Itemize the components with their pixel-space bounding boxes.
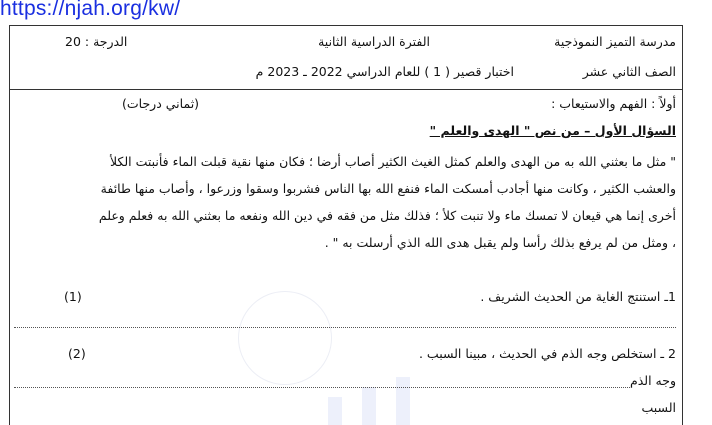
watermark-bar <box>328 397 342 425</box>
answer-line-2[interactable] <box>14 386 632 388</box>
class-label: الصف الثاني عشر <box>582 64 676 79</box>
section-marks: (ثماني درجات) <box>122 96 200 111</box>
watermark-bar <box>396 377 410 425</box>
total-grade: الدرجة : 20 <box>65 34 128 49</box>
passage-line: أخرى إنما هي قيعان لا تمسك ماء ولا تنبت كلأ ؛ فذلك مثل من فقه في دين الله ونفعه ما بعثني الله به فعلم وعلم <box>98 208 676 223</box>
term-label: الفترة الدراسية الثانية <box>318 34 430 49</box>
school-name: مدرسة التميز النموذجية <box>554 34 676 49</box>
answer-prefix: وجه الذم <box>629 373 676 388</box>
item-score-2: (2) <box>68 346 86 361</box>
cut-off-line: السبب <box>641 400 676 415</box>
item-score-1: (1) <box>64 289 82 304</box>
passage-line: " مثل ما بعثني الله به من الهدى والعلم كمثل الغيث الكثير أصاب أرضا ؛ فكان منها نقية قبلت الماء فأنبتت الكلأ <box>109 154 676 169</box>
watermark-bar <box>362 387 376 425</box>
hadith-passage <box>16 148 676 256</box>
question-title: السؤال الأول – من نص " الهدى والعلم " <box>429 123 676 138</box>
source-url[interactable]: https://njah.org/kw/ <box>0 0 181 20</box>
question-item-1: 1ـ استنتج الغاية من الحديث الشريف . <box>480 289 676 304</box>
answer-line-1[interactable] <box>14 326 676 328</box>
passage-line: والعشب الكثير ، وكانت منها أجادب أمسكت الماء فنفع الله بها الناس فشربوا وسقوا وزرعوا ، وأصاب منها طائفة <box>100 181 676 196</box>
exam-header <box>10 26 682 90</box>
section-title: أولاً : الفهم والاستيعاب : <box>551 96 676 111</box>
passage-line: ، ومثل من لم يرفع بذلك رأسا ولم يقبل هدى الله الذي أرسلت به " . <box>324 235 676 250</box>
exam-sheet <box>9 25 683 425</box>
question-item-2: 2 ـ استخلص وجه الذم في الحديث ، مبينا السبب . <box>418 346 676 361</box>
watermark-circle <box>238 291 332 385</box>
exam-title: اختبار قصير ( 1 ) للعام الدراسي 2022 ـ 2023 م <box>255 64 514 79</box>
